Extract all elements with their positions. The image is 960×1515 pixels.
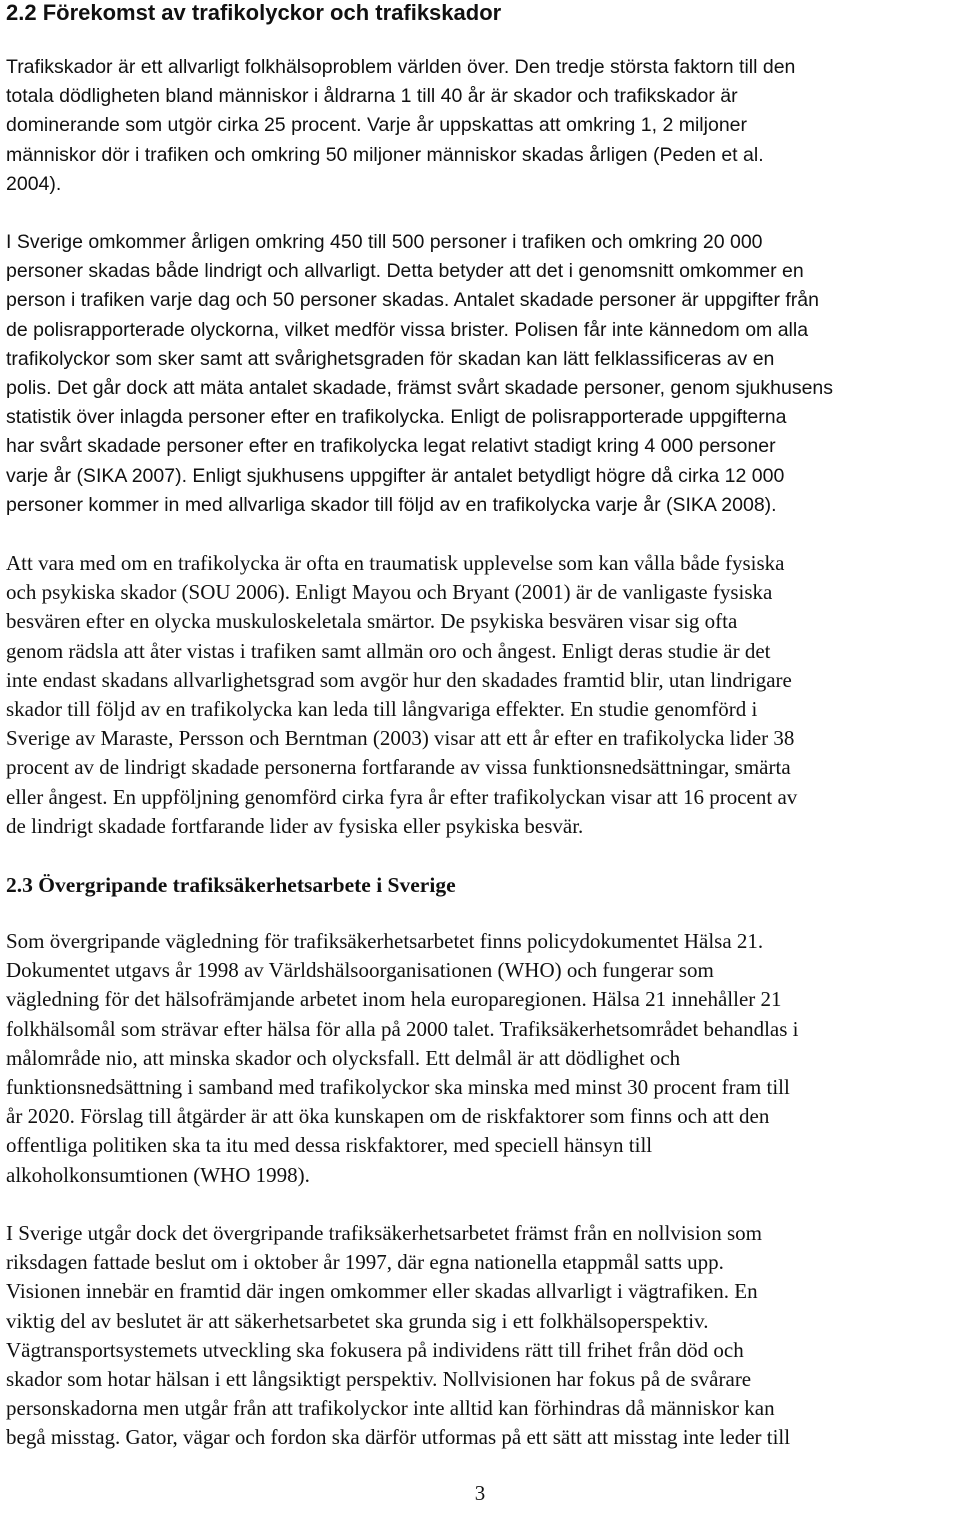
paragraph-4 [6, 927, 960, 1190]
paragraph-line: varje år (SIKA 2007). Enligt sjukhusens uppgifter är antalet betydligt högre då cirka 12 000 [6, 464, 785, 487]
section-heading-2-2: 2.2 Förekomst av trafikolyckor och trafikskador [6, 0, 502, 25]
paragraph-line: år 2020. Förslag till åtgärder är att öka kunskapen om de riskfaktorer som finns och att den [6, 1104, 770, 1129]
paragraph-line: Visionen innebär en framtid där ingen omkommer eller skadas allvarligt i vägtrafiken. En [6, 1279, 758, 1304]
paragraph-line: personer kommer in med allvarliga skador till följd av en trafikolycka varje år (SIKA 2008). [6, 493, 777, 516]
paragraph-line: person i trafiken varje dag och 50 personer skadas. Antalet skadade personer är uppgifter från [6, 289, 819, 312]
paragraph-line: besvären efter en olycka muskuloskeletala smärtor. De psykiska besvären visar sig ofta [6, 609, 738, 634]
paragraph-line: Trafikskador är ett allvarligt folkhälsoproblem världen över. Den tredje största faktorn till den [6, 56, 796, 78]
paragraph-5 [6, 1219, 960, 1453]
paragraph-line: eller ångest. En uppföljning genomförd cirka fyra år efter trafikolyckan visar att 16 procent av [6, 784, 798, 809]
paragraph-line: de lindrigt skadade fortfarande lider av fysiska eller psykiska besvär. [6, 813, 584, 838]
paragraph-line: genom rädsla att åter vistas i trafiken samt allmän oro och ångest. Enligt deras studie är det [6, 638, 771, 663]
paragraph-line: målområde nio, att minska skador och olycksfall. Ett delmål är att dödlighet och [6, 1045, 681, 1070]
paragraph-line: funktionsnedsättning i samband med trafikolyckor ska minska med minst 30 procent fram till [6, 1074, 790, 1099]
paragraph-line: alkoholkonsumtionen (WHO 1998). [6, 1162, 310, 1187]
paragraph-line: folkhälsomål som strävar efter hälsa för alla på 2000 talet. Trafiksäkerhetsområdet behandlas i [6, 1016, 799, 1041]
paragraph-line: riksdagen fattade beslut om i oktober år 1997, där egna nationella etappmål satts upp. [6, 1250, 724, 1275]
paragraph-line: Vägtransportsystemets utveckling ska fokusera på individens rätt till frihet från död och [6, 1337, 744, 1362]
paragraph-line: inte endast skadans allvarlighetsgrad som avgör hur den skadades framtid blir, utan lindrigare [6, 667, 792, 692]
paragraph-line: har svårt skadade personer efter en trafikolycka legat relativt stadigt kring 4 000 personer [6, 435, 776, 458]
paragraph-line: offentliga politiken ska ta itu med dessa riskfaktorer, med speciell hänsyn till [6, 1133, 653, 1158]
paragraph-line: 2004). [6, 172, 62, 195]
paragraph-line: Sverige av Maraste, Persson och Berntman (2003) visar att ett år efter en trafikolycka lider 38 [6, 726, 795, 751]
paragraph-line: viktig del av beslutet är att säkerhetsarbetet ska grunda sig i ett folkhälsoperspektiv. [6, 1308, 709, 1333]
paragraph-line: polis. Det går dock att mäta antalet skadade, främst svårt skadade personer, genom sjukhusens [6, 376, 834, 399]
paragraph-line: de polisrapporterade olyckorna, vilket medför vissa brister. Polisen får inte kännedom om alla [6, 318, 809, 341]
paragraph-2 [6, 228, 960, 520]
paragraph-line: dominerande som utgör cirka 25 procent. Varje år uppskattas att omkring 1, 2 miljoner [6, 114, 747, 137]
paragraph-line: människor dör i trafiken och omkring 50 miljoner människor skadas årligen (Peden et al. [6, 143, 764, 166]
paragraph-line: skador till följd av en trafikolycka kan leda till långvariga effekter. En studie genomförd i [6, 696, 758, 721]
paragraph-line: statistik över inlagda personer efter en trafikolycka. Enligt de polisrapporterade uppgifterna [6, 406, 787, 429]
paragraph-line: procent av de lindrigt skadade personerna fortfarande av vissa funktionsnedsättningar, smärta [6, 755, 791, 780]
paragraph-line: I Sverige omkommer årligen omkring 450 till 500 personer i trafiken och omkring 20 000 [6, 231, 763, 253]
paragraph-line: personer skadas både lindrigt och allvarligt. Detta betyder att det i genomsnitt omkommer en [6, 260, 804, 283]
paragraph-line: personskadorna men utgår från att trafikolyckor inte alltid kan förhindras då människor kan [6, 1396, 775, 1421]
paragraph-line: vägledning för det hälsofrämjande arbetet inom hela europaregionen. Hälsa 21 innehåller 21 [6, 987, 782, 1012]
paragraph-line: Dokumentet utgavs år 1998 av Världshälsoorganisationen (WHO) och fungerar som [6, 958, 714, 983]
paragraph-line: begå misstag. Gator, vägar och fordon ska därför utformas på ett sätt att misstag inte leder till [6, 1425, 791, 1450]
paragraph-line: totala dödligheten bland människor i åldrarna 1 till 40 år är skador och trafikskador är [6, 85, 738, 108]
paragraph-3 [6, 549, 960, 841]
paragraph-1 [6, 53, 960, 199]
page-number: 3 [474, 1481, 486, 1505]
paragraph-line: och psykiska skador (SOU 2006). Enligt Mayou och Bryant (2001) är de vanligaste fysiska [6, 580, 773, 605]
paragraph-line: Som övergripande vägledning för trafiksäkerhetsarbetet finns policydokumentet Hälsa 21. [6, 929, 764, 953]
section-heading-2-3: 2.3 Övergripande trafiksäkerhetsarbete i Sverige [6, 873, 456, 897]
paragraph-line: trafikolyckor som sker samt att svårighetsgraden för skadan kan lätt felklassificeras av en [6, 347, 775, 370]
paragraph-line: skador som hotar hälsan i ett långsiktigt perspektiv. Nollvisionen har fokus på de svårare [6, 1366, 752, 1391]
paragraph-line: I Sverige utgår dock det övergripande trafiksäkerhetsarbetet främst från en nollvision som [6, 1221, 762, 1245]
paragraph-line: Att vara med om en trafikolycka är ofta en traumatisk upplevelse som kan vålla både fysiska [6, 551, 785, 575]
